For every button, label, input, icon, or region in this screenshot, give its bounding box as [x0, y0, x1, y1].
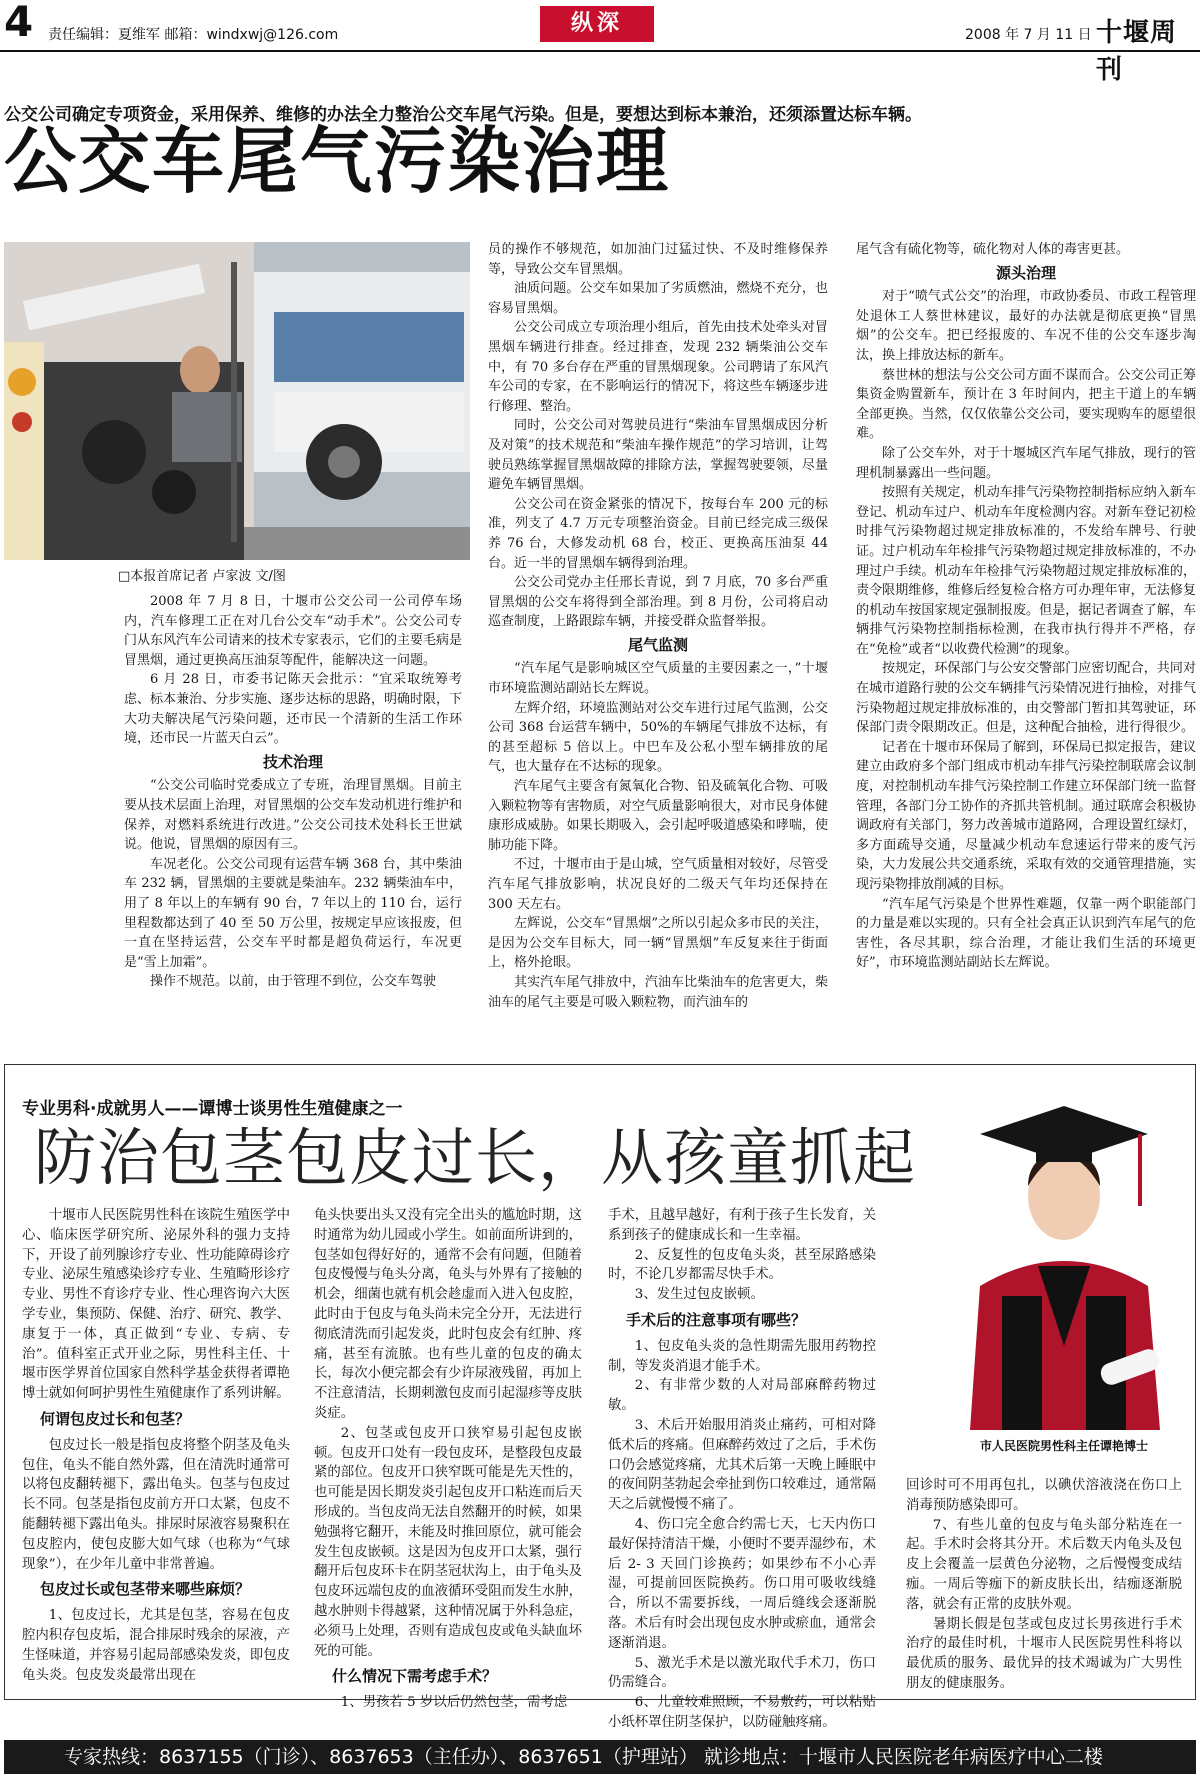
paragraph: 2008 年 7 月 8 日，十堰市公交公司一公司停车场内，汽车修理工正在对几台公交车“动手术”。公交公司专门从东风汽车公司请来的技术专家表示，它们的主要毛病是冒黑烟，通过更换高压油泵等配件，能解决这一问题。: [124, 594, 463, 668]
paragraph: 十堰市人民医院男性科在该院生殖医学中心、临床医学研究所、泌尿外科的强力支持下，开设了前列腺诊疗专业、性功能障碍诊疗专业、泌尿生殖感染诊疗专业、生殖畸形诊疗专业、男性不育诊疗专业、性心理咨询六大医学专业，集预防、保健、治疗、研究、教学、康复于一体，真正做到“专业、专病、专治”。值科室正式开业之际，男性科主任、十堰市医学界首位国家自然科学基金获得者谭艳博士就如何呵护男性生殖健康作了系列讲解。: [22, 1208, 290, 1402]
paragraph: 记者在十堰市环保局了解到，环保局已拟定报告，建议建立由政府多个部门组成市机动车排气污染控制联席会议制度，对控制机动车排气污染控制工作建立环保部门统一监督管理，各部门分工协作的齐抓共管机制。通过联席会积极协调政府有关部门，努力改善城市道路网，合理设置红绿灯，多方面疏导交通，尽量减少机动车怠速运行带来的废气污染，大力发展公共交通系统，采取有效的交通管理措施，实现污染物排放削减的目标。: [856, 739, 1196, 892]
paragraph: 1、男孩若 5 岁以后仍然包茎，需考虑: [340, 1695, 568, 1711]
paragraph: 6 月 28 日，市委书记陈天会批示：“宜采取统筹考虑、标本兼治、分步实施、逐步达标的思路，明确时限，下大功夫解决尾气污染问题，还市民一个清新的生活工作环境，还市民一片蓝天白云”。: [124, 672, 463, 747]
paragraph: 按照有关规定，机动车排气污染物控制指标应纳入新车登记、机动车过户、机动车年度检测内容。对新车登记初检时排气污染物超过规定排放标准的，不发给车牌号、行驶证。过户机动车年检排气污染物超过规定排放标准的，不办理过户手续。机动车年检排气污染物超过规定排放标准的，责令限期维修，维修后经复检合格方可办理年审，无法修复的机动车按国家规定强制报废。但是，据记者调查了解，车辆排气污染物控制指标检测，在我市执行得并不严格，存在“免检”或者“以收费代检测”的现象。: [856, 485, 1196, 657]
paragraph: 公交公司党办主任邢长青说，到 7 月底，70 多台严重冒黑烟的公交车将得到全部治理。到 8 月份，公司将启动巡查制度，上路跟踪车辆，并接受群众监督举报。: [488, 575, 828, 630]
paragraph: 不过，十堰市由于是山城，空气质量相对较好，尽管受汽车尾气排放影响，状况良好的二级天气年均还保持在 300 天左右。: [488, 857, 828, 912]
paragraph: 手术，且越早越好，有利于孩子生长发育，关系到孩子的健康成长和一生幸福。: [608, 1208, 876, 1243]
portrait-caption: 市人民医院男性科主任谭艳博士: [979, 1439, 1148, 1453]
ad-subhead: 包皮过长或包茎带来哪些麻烦？: [40, 1580, 251, 1599]
paragraph: 其实汽车尾气排放中，汽油车比柴油车的危害更大，柴油车的尾气主要是可吸入颗粒物，而汽油车的: [488, 974, 828, 1010]
paragraph: 2、包茎或包皮开口狭窄易引起包皮嵌顿。包皮开口处有一段包皮环，是整段包皮最紧的部位。包皮开口狭窄既可能是先天性的，也可能是因长期发炎引起包皮开口粘连而后天形成的。当包皮尚无法自然翻开的时候，如果勉强将它翻开，未能及时推回原位，就可能会发生包皮嵌顿。这是因为包皮开口太紧，强行翻开后包皮环卡在阴茎冠状沟上，由于龟头及包皮环远端包皮的血液循环受阻而发生水肿，越水肿则卡得越紧，这种情况属于外科急症，必须马上处理，否则有造成包皮或龟头缺血坏死的可能。: [314, 1425, 582, 1659]
paragraph: 蔡世林的想法与公交公司方面不谋而合。公交公司正筹集资金购置新车，预计在 3 年时间内，把主干道上的车辆全部更换。当然，仅仅依靠公交公司，要实现购车的愿望很难。: [856, 367, 1196, 442]
paragraph: 左辉说，公交车“冒黑烟”之所以引起众多市民的关注，是因为公交车目标大，同一辆“冒黑烟”车反复来往于街面上，格外抢眼。: [488, 916, 828, 971]
paragraph: 包皮过长一般是指包皮将整个阴茎及龟头包住，龟头不能自然外露，但在清洗时通常可以将包皮翻转褪下，露出龟头。包茎与包皮过长不同。包茎是指包皮前方开口太紧，包皮不能翻转褪下露出龟头。排尿时尿液容易聚积在包皮腔内，使包皮膨大如气球（也称为“气球现象”），在少年儿童中非常普遍。: [22, 1437, 290, 1572]
paragraph: 公交公司在资金紧张的情况下，按每台车 200 元的标准，列支了 4.7 万元专项整治资金。目前已经完成三级保养 76 台，大修发动机 68 台，校正、更换高压油泵 44 台。近一半的冒黑烟车辆得到治理。: [488, 496, 828, 571]
article-column-3: [856, 240, 1196, 973]
subhead-monitor: 尾气监测: [627, 635, 688, 654]
subhead-tech: 技术治理: [262, 752, 323, 771]
ad-title: 防治包茎包皮过长，从孩童抓起: [34, 1121, 917, 1194]
paragraph: 同时，公交公司对驾驶员进行“柴油车冒黑烟成因分析及对策”的技术规范和“柴油车操作规范”的学习培训，让驾驶员熟练掌握冒黑烟故障的排除方法，掌握驾驶要领，尽量避免车辆冒黑烟。: [488, 418, 828, 493]
page-number: 4: [4, 0, 34, 46]
ad-column-3: [608, 1206, 876, 1733]
paragraph: “公交公司临时党委成立了专班，治理冒黑烟。目前主要从技术层面上治理，对冒黑烟的公交车发动机进行维护和保养，对燃料系统进行改进。”公交公司技术处科长王世斌说。他说，冒黑烟的原因有三。: [124, 778, 463, 853]
graduate-portrait-image: [940, 1086, 1188, 1430]
article-column-1: [124, 592, 462, 992]
paragraph: 操作不规范。以前，由于管理不到位，公交车驾驶: [150, 974, 437, 990]
ad-series-title: 专业男科·成就男人——谭博士谈男性生殖健康之一: [22, 1099, 403, 1119]
section-tag: 纵深: [540, 6, 654, 42]
article-lead: 公交公司确定专项资金，采用保养、维修的办法全力整治公交车尾气污染。但是，要想达到标本兼治，还须添置达标车辆。: [4, 105, 922, 125]
paragraph: 1、包皮龟头炎的急性期需先服用药物控制，等发炎消退才能手术。: [608, 1338, 876, 1374]
paragraph: “汽车尾气污染是个世界性难题，仅靠一两个职能部门的力量是难以实现的。只有全社会真正认识到汽车尾气的危害性，各尽其职，综合治理，才能让我们生活的环境更好”，市环境监测站副站长左辉说。: [856, 896, 1196, 971]
paragraph: 回诊时可不用再包扎，以碘伏溶液浇在伤口上消毒预防感染即可。: [906, 1478, 1182, 1513]
ad-subhead: 何谓包皮过长和包茎？: [40, 1409, 191, 1428]
paragraph: 按规定，环保部门与公安交警部门应密切配合，共同对在城市道路行驶的公交车辆排气污染情况进行抽检，对排气污染物超过规定排放标准的，由交警部门暂扣其驾驶证，环保部门责令限期改正。但是，这种配合抽检，进行得很少。: [856, 661, 1196, 736]
paragraph: 暑期长假是包茎或包皮过长男孩进行手术治疗的最佳时机，十堰市人民医院男性科将以最优质的服务、最优异的技术竭诚为广大男性朋友的健康服务。: [906, 1616, 1182, 1691]
contact-text: 专家热线：8637155（门诊）、8637653（主任办）、8637651（护理站） 就诊地点：十堰市人民医院老年病医疗中心二楼: [64, 1746, 1103, 1768]
ad-column-4: [906, 1476, 1182, 1694]
paragraph: “汽车尾气是影响城区空气质量的主要因素之一，”十堰市环境监测站副站长左辉说。: [488, 661, 828, 697]
paragraph: 油质问题。公交车如果加了劣质燃油，燃烧不充分，也容易冒黑烟。: [488, 281, 828, 316]
doctor-portrait: [940, 1086, 1188, 1430]
article-column-2: [488, 240, 828, 1012]
paragraph: 5、激光手术是以激光取代手术刀，伤口仍需缝合。: [608, 1655, 876, 1691]
paragraph: 除了公交车外，对于十堰城区汽车尾气排放，现行的管理机制暴露出一些问题。: [856, 445, 1196, 481]
paragraph: 龟头快要出头又没有完全出头的尴尬时期，这时通常为幼儿园或小学生。如前面所讲到的，包茎如包得好好的，通常不会有问题，但随着包皮慢慢与龟头分离，龟头与外界有了接触的机会，细菌也就有机会趁虚而入进入包皮腔，此时由于包皮与龟头尚未完全分开，无法进行彻底清洗而引起发炎，此时包皮会有红肿、疼痛，甚至有流脓。也有些儿童的包皮的确太长，每次小便完都会有少许尿液残留，再加上不注意清洁，长期刺激包皮而引起湿疹等皮肤炎症。: [314, 1208, 582, 1421]
paragraph: 1、包皮过长，尤其是包茎，容易在包皮腔内积存包皮垢，混合排尿时残余的尿液，产生怪味道，并容易引起局部感染发炎，即包皮龟头炎。包皮发炎最常出现在: [22, 1608, 290, 1683]
paragraph: 2、反复性的包皮龟头炎，甚至尿路感染时，不论几岁都需尽快手术。: [608, 1247, 876, 1283]
ad-subhead: 手术后的注意事项有哪些？: [626, 1310, 807, 1329]
paragraph: 4、伤口完全愈合约需七天，七天内伤口最好保持清洁干燥，小便时不要弄湿纱布，术后 2- 3 天回门诊换药；如果纱布不小心弄湿，可提前回医院换药。伤口用可吸收线缝合，所以不需要拆线，一周后缝线会逐渐脱落。术后有时会出现包皮水肿或瘀血，通常会逐渐消退。: [608, 1516, 876, 1651]
paragraph: 公交公司成立专项治理小组后，首先由技术处牵头对冒黑烟车辆进行排查。经过排查，发现 232 辆柴油公交车中，有 70 多台存在严重的冒黑烟现象。公司聘请了东风汽车公司的专家，在不影响运行的情况下，将这些车辆逐步进行修理、整治。: [488, 320, 828, 414]
header-rule: [0, 50, 1200, 52]
editor-line: 责任编辑：夏维军 邮箱：windxwj@126.com: [48, 27, 339, 43]
paragraph: 6、儿童较难照顾，不易敷药，可以粘贴小纸杯罩住阴茎保护，以防碰触疼痛。: [608, 1695, 876, 1730]
article-headline: 公交车尾气污染治理: [4, 118, 671, 203]
paragraph: 左辉介绍，环境监测站对公交车进行过尾气监测，公交公司 368 台运营车辆中，50%的车辆尾气排放不达标，有的甚至超标 5 倍以上。中巴车及公私小型车辆排放的尾气，也大量存在不达标的现象。: [488, 700, 828, 775]
paragraph: 对于“喷气式公交”的治理，市政协委员、市政工程管理处退休工人蔡世林建议，最好的办法就是彻底更换“冒黑烟”的公交车。把已经报废的、车况不佳的公交车逐步淘汰，换上排放达标的新车。: [856, 289, 1196, 363]
paragraph: 汽车尾气主要含有氮氧化合物、铅及硫氧化合物、可吸入颗粒物等有害物质，对空气质量影响很大，对市民身体健康形成威胁。如果长期吸入，会引起呼吸道感染和哮喘，使肺功能下降。: [488, 779, 828, 853]
paragraph: 车况老化。公交公司现有运营车辆 368 台，其中柴油车 232 辆，冒黑烟的主要就是柴油车。232 辆柴油车中，用了 8 年以上的车辆有 90 台，7 年以上的 110 台，运行里程数都达到了 40 至 50 万公里，按规定早应该报废，但一直在坚持运营，公交车平时都是超负荷运行，车况更是“雪上加霜”。: [124, 856, 462, 970]
paragraph: 尾气含有硫化物等，硫化物对人体的毒害更甚。: [856, 242, 1130, 257]
ad-column-1: [22, 1206, 290, 1685]
issue-date: 2008 年 7 月 11 日: [965, 27, 1092, 43]
ad-subhead: 什么情况下需考虑手术？: [332, 1667, 498, 1686]
paragraph: 3、发生过包皮嵌顿。: [634, 1287, 764, 1303]
paragraph: 7、有些儿童的包皮与龟头部分粘连在一起。手术时会将其分开。术后数天内龟头及包皮上会覆盖一层黄色分泌物，之后慢慢变成结痂。一周后等痂下的新皮肤长出，结痂逐渐脱落，就会有正常的皮肤外观。: [906, 1517, 1182, 1612]
contact-bar: [4, 1740, 1196, 1774]
paper-name: 十堰周刊: [1096, 18, 1178, 85]
photo-caption: □本报首席记者 卢家波 文/图: [118, 569, 286, 584]
paragraph: 员的操作不够规范，如加油门过猛过快、不及时维修保养等，导致公交车冒黑烟。: [488, 242, 828, 277]
ad-column-2: [314, 1206, 582, 1713]
paragraph: 2、有非常少数的人对局部麻醉药物过敏。: [608, 1378, 876, 1414]
mechanic-bus-photo: [4, 242, 470, 560]
article-photo: [4, 242, 470, 560]
paragraph: 3、术后开始服用消炎止痛药，可相对降低术后的疼痛。但麻醉药效过了之后，手术伤口仍会感觉疼痛，尤其术后第一天晚上睡眠中的夜间阴茎勃起会牵扯到伤口较难过，通常隔天之后就慢慢不痛了。: [608, 1417, 876, 1513]
subhead-source: 源头治理: [995, 263, 1056, 282]
